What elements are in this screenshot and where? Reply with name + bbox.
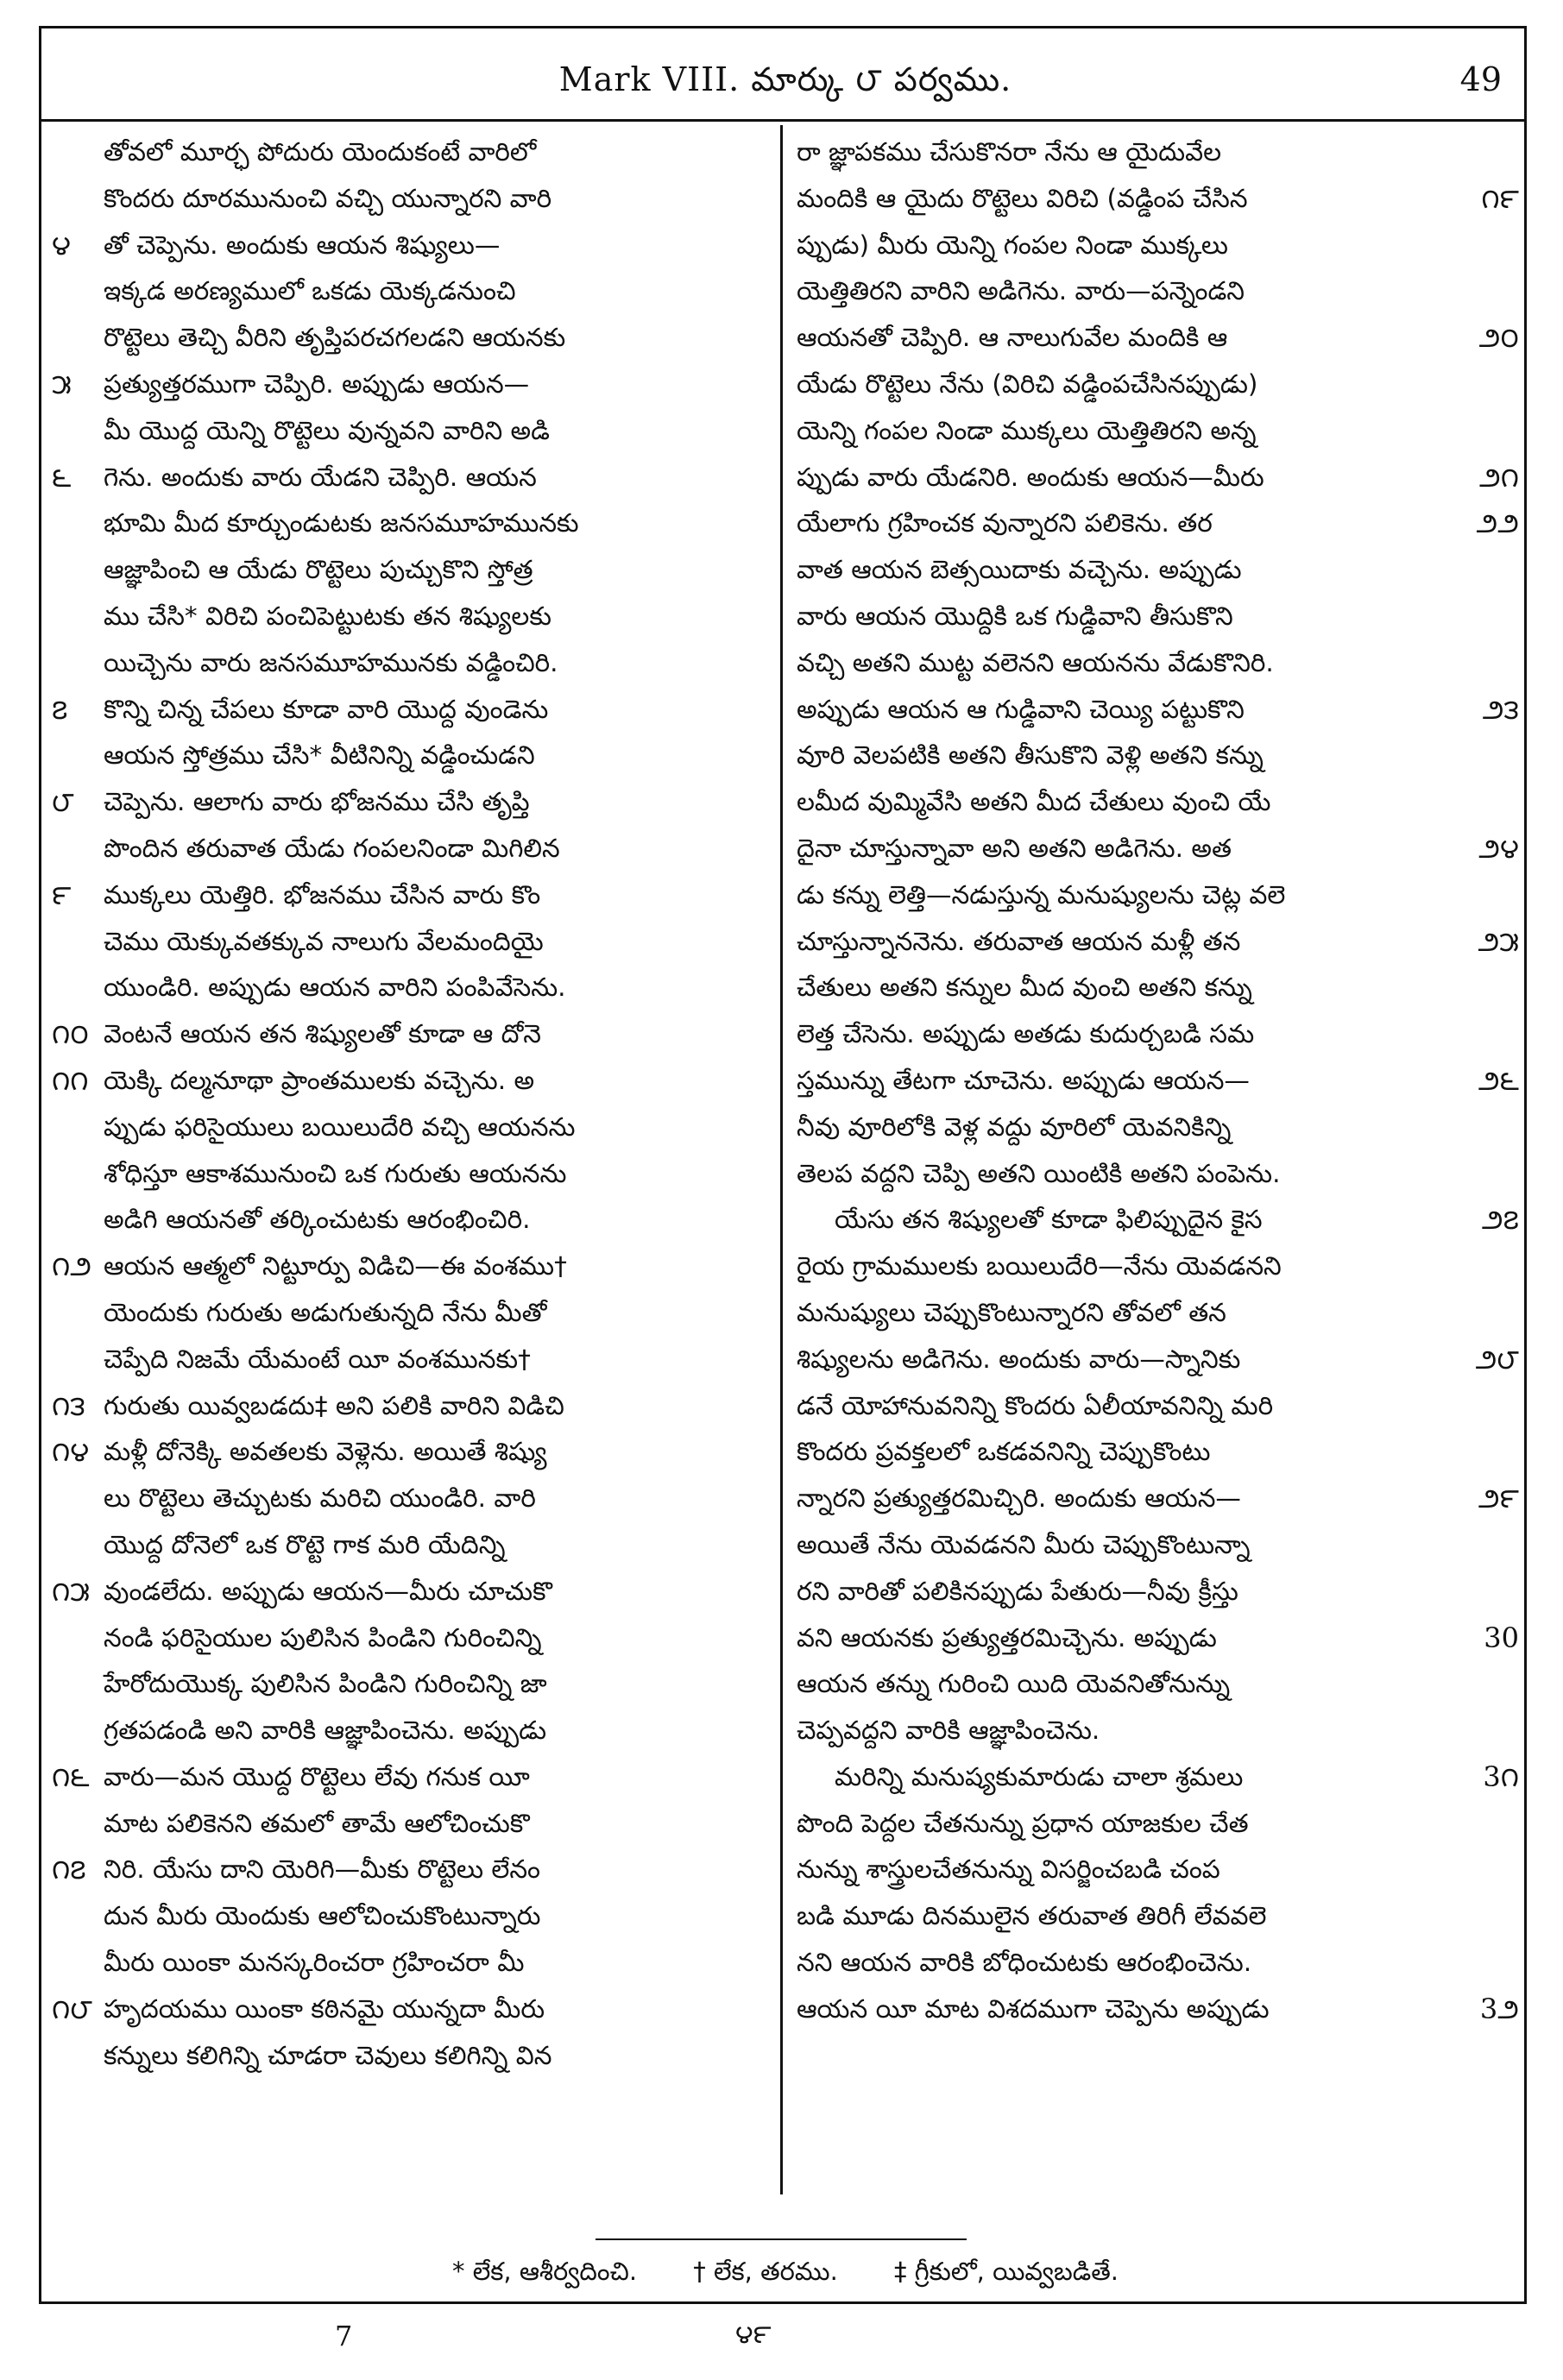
verse-text: యెత్తితిరని వారిని అడిగెను. వారు—పన్నెండని <box>797 276 1245 306</box>
verse-number: ౧౬ <box>52 1760 90 1793</box>
text-line <box>52 733 794 779</box>
verse-text: ఆయన స్తోత్రము చేసి* వీటినిన్ని వడ్డించుడని <box>104 740 535 771</box>
footnote-3: ‡ గ్రీకులో, యివ్వబడితే. <box>894 2257 1119 2286</box>
text-line <box>52 1337 794 1383</box>
text-line <box>790 640 1519 687</box>
text-line <box>790 268 1519 315</box>
verse-text: లమీద వుమ్మివేసి అతని మీద చేతులు వుంచి యే <box>797 787 1271 817</box>
verse-text: కన్నులు కలిగిన్ని చూడరా చెవులు కలిగిన్ని విన <box>104 2040 552 2070</box>
verse-text: చెప్పవద్దని వారికి ఆజ్ఞాపించెను. <box>797 1716 1100 1746</box>
verse-number: 3౧ <box>1483 1760 1519 1793</box>
verse-text: అప్పుడు ఆయన ఆ గుడ్డివాని చెయ్యి పట్టుకొని <box>797 694 1245 724</box>
column-divider <box>780 125 783 2194</box>
verse-number: ౧౨ <box>52 1250 92 1283</box>
verse-text: దైనా చూస్తున్నావా అని అతని అడిగెను. అత <box>797 833 1232 863</box>
text-line <box>52 1940 794 1986</box>
verse-text: ఆజ్ఞాపించి ఆ యేడు రొట్టెలు పుచ్చుకొని స్తోత్ర <box>104 555 533 585</box>
text-line <box>52 965 794 1011</box>
verse-number: ౨౩ <box>1482 692 1519 726</box>
verse-text: మీ యొద్ద యెన్ని రొట్టెలు వున్నవని వారిని అడి <box>104 415 550 445</box>
text-line <box>790 1754 1519 1801</box>
verse-text: నీవు వూరిలోకి వెళ్ల వద్దు వూరిలో యెవనికిన్ని <box>797 1111 1232 1142</box>
text-line <box>52 1754 794 1801</box>
footnote-rule <box>596 2238 967 2240</box>
text-line <box>790 362 1519 408</box>
verse-text: గ్రతపడండి అని వారికి ఆజ్ఞాపించెను. అప్పుడు <box>104 1716 547 1746</box>
verse-number: ౨౭ <box>1481 1203 1519 1237</box>
verse-text: శోధిస్తూ ఆకాశమునుంచి ఒక గురుతు ఆయనను <box>104 1158 567 1188</box>
verse-number: ౨౫ <box>1478 924 1519 958</box>
verse-number: ౮ <box>52 785 74 819</box>
verse-text: నిరి. యేసు దాని యెరిగి—మీకు రొట్టెలు లేనం <box>104 1854 540 1885</box>
text-line <box>790 965 1519 1011</box>
footnote-2: † లేక, తరము. <box>693 2257 838 2286</box>
text-line <box>52 826 794 872</box>
verse-text: అయితే నేను యెవడనని మీరు చెప్పుకొంటున్నా <box>797 1529 1251 1559</box>
text-line <box>790 1522 1519 1569</box>
text-line <box>790 1429 1519 1476</box>
text-line <box>790 1058 1519 1105</box>
verse-text: నున్ను శాస్త్రులచేతనున్ను విసర్జించబడి చంప <box>797 1854 1220 1885</box>
text-line <box>52 919 794 966</box>
verse-text: యేలాగు గ్రహించక వున్నారని పలికెను. తర <box>797 508 1213 538</box>
page-header <box>52 50 1519 115</box>
text-line <box>790 455 1519 501</box>
left-column <box>52 129 794 2079</box>
text-line <box>790 1615 1519 1662</box>
text-line <box>790 1940 1519 1986</box>
text-line <box>790 1337 1519 1383</box>
text-line <box>52 1011 794 1058</box>
text-line <box>790 1986 1519 2033</box>
verse-text: తెలప వద్దని చెప్పి అతని యింటికి అతని పంపెను. <box>797 1158 1281 1188</box>
verse-text: వాత ఆయన బెత్సయిదాకు వచ్చెను. అప్పుడు <box>797 555 1242 585</box>
text-line <box>790 1151 1519 1198</box>
verse-number: ౨౪ <box>1478 831 1519 865</box>
verse-number: ౧౦ <box>52 1017 89 1051</box>
verse-text: అడిగి ఆయనతో తర్కించుటకు ఆరంభించిరి. <box>104 1205 531 1235</box>
verse-text: పొంది పెద్దల చేతనున్ను ప్రధాన యాజకుల చేత <box>797 1808 1249 1838</box>
text-line <box>790 547 1519 594</box>
verse-text: వని ఆయనకు ప్రత్యుత్తరమిచ్చెను. అప్పుడు <box>797 1622 1217 1653</box>
text-line <box>52 1986 794 2033</box>
text-line <box>790 501 1519 547</box>
verse-text: రని వారితో పలికినప్పుడు పేతురు—నీవు క్రీస్తు <box>797 1576 1238 1606</box>
verse-number: ౯ <box>52 878 72 911</box>
text-line <box>790 1708 1519 1754</box>
verse-text: తో చెప్పెను. అందుకు ఆయన శిష్యులు— <box>104 230 501 260</box>
text-line <box>790 779 1519 826</box>
text-line <box>52 501 794 547</box>
verse-text: యొద్ద దోనెలో ఒక రొట్టె గాక మరి యేదిన్ని <box>104 1529 506 1559</box>
verse-number: ౨౬ <box>1478 1063 1519 1097</box>
text-line <box>52 1383 794 1430</box>
text-line <box>790 733 1519 779</box>
verse-text: గురుతు యివ్వబడదు‡ అని పలికి వారిని విడిచి <box>104 1390 564 1420</box>
verse-text: చేతులు అతని కన్నుల మీద వుంచి అతని కన్ను <box>797 973 1252 1003</box>
text-line <box>52 1661 794 1708</box>
verse-text: బడి మూడు దినములైన తరువాత తిరిగీ లేవవలె <box>797 1901 1267 1931</box>
verse-text: ప్పుడు) మీరు యెన్ని గంపల నిండా ముక్కలు <box>797 230 1229 260</box>
text-line <box>52 1290 794 1337</box>
header-rule <box>39 119 1527 122</box>
text-line <box>52 1197 794 1244</box>
verse-text: ముక్కలు యెత్తిరి. భోజనము చేసిన వారు కొం <box>104 879 541 910</box>
text-line <box>790 826 1519 872</box>
verse-number: ౪ <box>52 228 71 261</box>
text-line <box>52 547 794 594</box>
footnotes <box>52 2245 1519 2297</box>
text-line <box>52 1151 794 1198</box>
text-line <box>52 223 794 269</box>
text-line <box>790 1801 1519 1848</box>
signature-telugu-numeral: ౪౯ <box>735 2320 772 2350</box>
text-line <box>52 640 794 687</box>
verse-text: ఆయనతో చెప్పిరి. ఆ నాలుగువేల మందికి ఆ <box>797 323 1228 353</box>
verse-text: మందికి ఆ యైదు రొట్టెలు విరిచి (వడ్డింప చేసిన <box>797 183 1248 213</box>
text-line <box>52 268 794 315</box>
verse-text: నని ఆయన వారికి బోధించుటకు ఆరంభించెను. <box>797 1948 1252 1978</box>
verse-text: భూమి మీద కూర్చుండుటకు జనసమూహమునకు <box>104 508 579 538</box>
verse-text: ఆయన ఆత్మలో నిట్టూర్పు విడిచి—ఈ వంశము† <box>104 1251 567 1281</box>
text-line <box>790 129 1519 176</box>
verse-text: స్తమున్ను తేటగా చూచెను. అప్పుడు ఆయన— <box>797 1065 1250 1095</box>
verse-text: లెత్త చేసెను. అప్పుడు అతడు కుదుర్చబడి సమ <box>797 1019 1255 1049</box>
footnote-1: * లేక, ఆశీర్వదించి. <box>452 2257 638 2286</box>
verse-text: ప్పుడు ఫరిసైయులు బయిలుదేరి వచ్చి ఆయనను <box>104 1111 576 1142</box>
verse-number: ౧౫ <box>52 1574 91 1608</box>
verse-text: రైయ గ్రామములకు బయిలుదేరి—నేను యెవడనని <box>797 1251 1282 1281</box>
verse-text: రా జ్ఞాపకము చేసుకొనరా నేను ఆ యైదువేల <box>797 137 1222 167</box>
verse-text: వూరి వెలపటికి అతని తీసుకొని వెళ్లి అతని కన్ను <box>797 740 1264 771</box>
verse-number: ౬ <box>52 460 72 494</box>
verse-number: ౧౪ <box>52 1435 90 1469</box>
text-line <box>52 1105 794 1151</box>
text-line <box>52 1569 794 1615</box>
verse-text: చెము యెక్కువతక్కువ నాలుగు వేలమందియై <box>104 926 544 956</box>
text-line <box>790 408 1519 455</box>
text-line <box>52 362 794 408</box>
verse-text: న్నారని ప్రత్యుత్తరమిచ్చిరి. అందుకు ఆయన— <box>797 1483 1241 1514</box>
verse-text: నండి ఫరిసైయుల పులిసిన పిండిని గురించిన్ని <box>104 1622 542 1653</box>
text-line <box>790 919 1519 966</box>
text-line <box>52 1476 794 1522</box>
verse-number: ౭ <box>52 692 68 726</box>
text-line <box>52 1801 794 1848</box>
verse-text: యుండిరి. అప్పుడు ఆయన వారిని పంపివేసెను. <box>104 973 566 1003</box>
text-line <box>52 687 794 734</box>
verse-text: చూస్తున్నాననెను. తరువాత ఆయన మళ్లీ తన <box>797 926 1241 956</box>
verse-text: ఆయన యీ మాట విశదముగా చెప్పెను అప్పుడు <box>797 1993 1270 2024</box>
verse-text: వారు—మన యొద్ద రొట్టెలు లేవు గనుక యీ <box>104 1761 530 1791</box>
verse-text: మరిన్ని మనుష్యకుమారుడు చాలా శ్రమలు <box>835 1761 1244 1791</box>
text-line <box>52 1058 794 1105</box>
verse-text: ఆయన తన్ను గురించి యిది యెవనితోనున్ను <box>797 1669 1231 1699</box>
verse-text: రొట్టెలు తెచ్చి వీరిని తృప్తిపరచగలడని ఆయనకు <box>104 323 566 353</box>
text-line <box>790 594 1519 640</box>
verse-text: చెప్పేది నిజమే యేమంటే యీ వంశమునకు† <box>104 1344 531 1374</box>
verse-text: తోవలో మూర్ఛ పోదురు యెందుకంటే వారిలో <box>104 137 537 167</box>
verse-text: హృదయము యింకా కఠినమై యున్నదా మీరు <box>104 1993 545 2024</box>
verse-text: వుండలేదు. అప్పుడు ఆయన—మీరు చూచుకొ <box>104 1576 552 1606</box>
text-line <box>52 408 794 455</box>
text-line <box>790 223 1519 269</box>
verse-text: కొందరు దూరమునుంచి వచ్చి యున్నారని వారి <box>104 183 552 213</box>
text-line <box>790 1244 1519 1290</box>
page-number: 49 <box>1459 60 1502 98</box>
text-line <box>790 687 1519 734</box>
verse-number: ౧౯ <box>1481 181 1519 215</box>
text-line <box>790 1476 1519 1522</box>
verse-text: గెను. అందుకు వారు యేడని చెప్పిరి. ఆయన <box>104 462 537 492</box>
verse-text: యేడు రొట్టెలు నేను (విరిచి వడ్డింపచేసినప్పుడు) <box>797 368 1258 399</box>
verse-text: లు రొట్టెలు తెచ్చుటకు మరిచి యుండిరి. వారి <box>104 1483 536 1514</box>
running-title: Mark VIII. మార్కు ౮ పర్వము. <box>558 60 1012 98</box>
verse-text: డు కన్ను లెత్తి—నడుస్తున్న మనుష్యులను చెట్ల వలె <box>797 879 1286 910</box>
verse-text: ఇక్కడ అరణ్యములో ఒకడు యెక్కడనుంచి <box>104 276 516 306</box>
text-line <box>52 1708 794 1754</box>
verse-text: ము చేసి* విరిచి పంచిపెట్టుటకు తన శిష్యులకు <box>104 601 551 631</box>
text-line <box>790 872 1519 919</box>
verse-number: ౧౮ <box>52 1992 92 2025</box>
verse-number: ౧౧ <box>52 1063 89 1097</box>
text-line <box>790 1893 1519 1940</box>
text-line <box>52 315 794 362</box>
text-line <box>790 1105 1519 1151</box>
verse-text: కొన్ని చిన్న చేపలు కూడా వారి యొద్ద వుండెను <box>104 694 549 724</box>
verse-text: వెంటనే ఆయన తన శిష్యులతో కూడా ఆ దోనె <box>104 1019 541 1049</box>
verse-text: డనే యోహానువనిన్ని కొందరు ఏలీయావనిన్ని మరి <box>797 1390 1274 1420</box>
text-line <box>790 1290 1519 1337</box>
verse-text: చెప్పెను. ఆలాగు వారు భోజనము చేసి తృప్తి <box>104 787 530 817</box>
text-line <box>790 1661 1519 1708</box>
text-line <box>52 1847 794 1893</box>
verse-text: వారు ఆయన యొద్దికి ఒక గుడ్డివాని తీసుకొని <box>797 601 1233 631</box>
text-line <box>52 1893 794 1940</box>
verse-text: వచ్చి అతని ముట్ట వలెనని ఆయనను వేడుకొనిరి. <box>797 647 1274 677</box>
text-line <box>790 1569 1519 1615</box>
text-line <box>52 129 794 176</box>
verse-number: ౨౨ <box>1476 507 1519 540</box>
verse-text: యెన్ని గంపల నిండా ముక్కలు యెత్తితిరని అన్న <box>797 415 1257 445</box>
right-column <box>790 129 1519 2033</box>
text-line <box>790 1011 1519 1058</box>
verse-text: ప్పుడు వారు యేడనిరి. అందుకు ఆయన—మీరు <box>797 462 1264 492</box>
text-line <box>52 2033 794 2080</box>
verse-number: ౫ <box>52 367 72 400</box>
text-line <box>52 176 794 223</box>
verse-number: ౨౮ <box>1475 1342 1519 1376</box>
text-line <box>790 1383 1519 1430</box>
verse-number: ౨౯ <box>1478 1482 1519 1515</box>
text-line <box>790 1847 1519 1893</box>
verse-text: యెక్కి దల్మనూథా ప్రాంతములకు వచ్చెను. అ <box>104 1065 535 1095</box>
verse-text: శిష్యులను అడిగెను. అందుకు వారు—స్నానికు <box>797 1344 1241 1374</box>
verse-text: హేరోదుయొక్క పులిసిన పిండిని గురించిన్ని జా <box>104 1669 547 1699</box>
text-line <box>52 872 794 919</box>
verse-number: ౨౦ <box>1478 321 1519 355</box>
verse-text: మళ్లీ దోనెక్కి అవతలకు వెళ్లెను. అయితే శిష్యు <box>104 1437 547 1467</box>
text-line <box>52 1244 794 1290</box>
verse-text: కొందరు ప్రవక్తలలో ఒకడవనిన్ని చెప్పుకొంటు <box>797 1437 1211 1467</box>
text-line <box>790 1197 1519 1244</box>
verse-text: మీరు యింకా మనస్కరించరా గ్రహించరా మీ <box>104 1948 525 1978</box>
signature-mark: 7 <box>335 2320 353 2352</box>
text-line <box>790 315 1519 362</box>
verse-text: యిచ్చెను వారు జనసమూహమునకు వడ్డించిరి. <box>104 647 558 677</box>
verse-number: 3౨ <box>1479 1992 1519 2025</box>
verse-text: యెందుకు గురుతు అడుగుతున్నది నేను మీతో <box>104 1297 547 1327</box>
verse-text: మాట పలికెనని తమలో తామే ఆలోచించుకొ <box>104 1808 530 1838</box>
verse-text: పొందిన తరువాత యేడు గంపలనిండా మిగిలిన <box>104 833 560 863</box>
verse-number: ౨౧ <box>1478 460 1519 494</box>
text-line <box>790 176 1519 223</box>
text-line <box>52 779 794 826</box>
verse-text: దున మీరు యెందుకు ఆలోచించుకొంటున్నారు <box>104 1901 541 1931</box>
text-line <box>52 594 794 640</box>
verse-text: ప్రత్యుత్తరముగా చెప్పిరి. అప్పుడు ఆయన— <box>104 368 530 399</box>
text-line <box>52 455 794 501</box>
verse-text: యేసు తన శిష్యులతో కూడా ఫిలిప్పుదైన కైస <box>835 1205 1263 1235</box>
verse-text: మనుష్యులు చెప్పుకొంటున్నారని తోవలో తన <box>797 1297 1226 1327</box>
text-line <box>52 1522 794 1569</box>
verse-number: 30 <box>1484 1621 1519 1654</box>
text-line <box>52 1429 794 1476</box>
text-line <box>52 1615 794 1662</box>
verse-number: ౧౩ <box>52 1388 85 1422</box>
verse-number: ౧౭ <box>52 1853 86 1886</box>
